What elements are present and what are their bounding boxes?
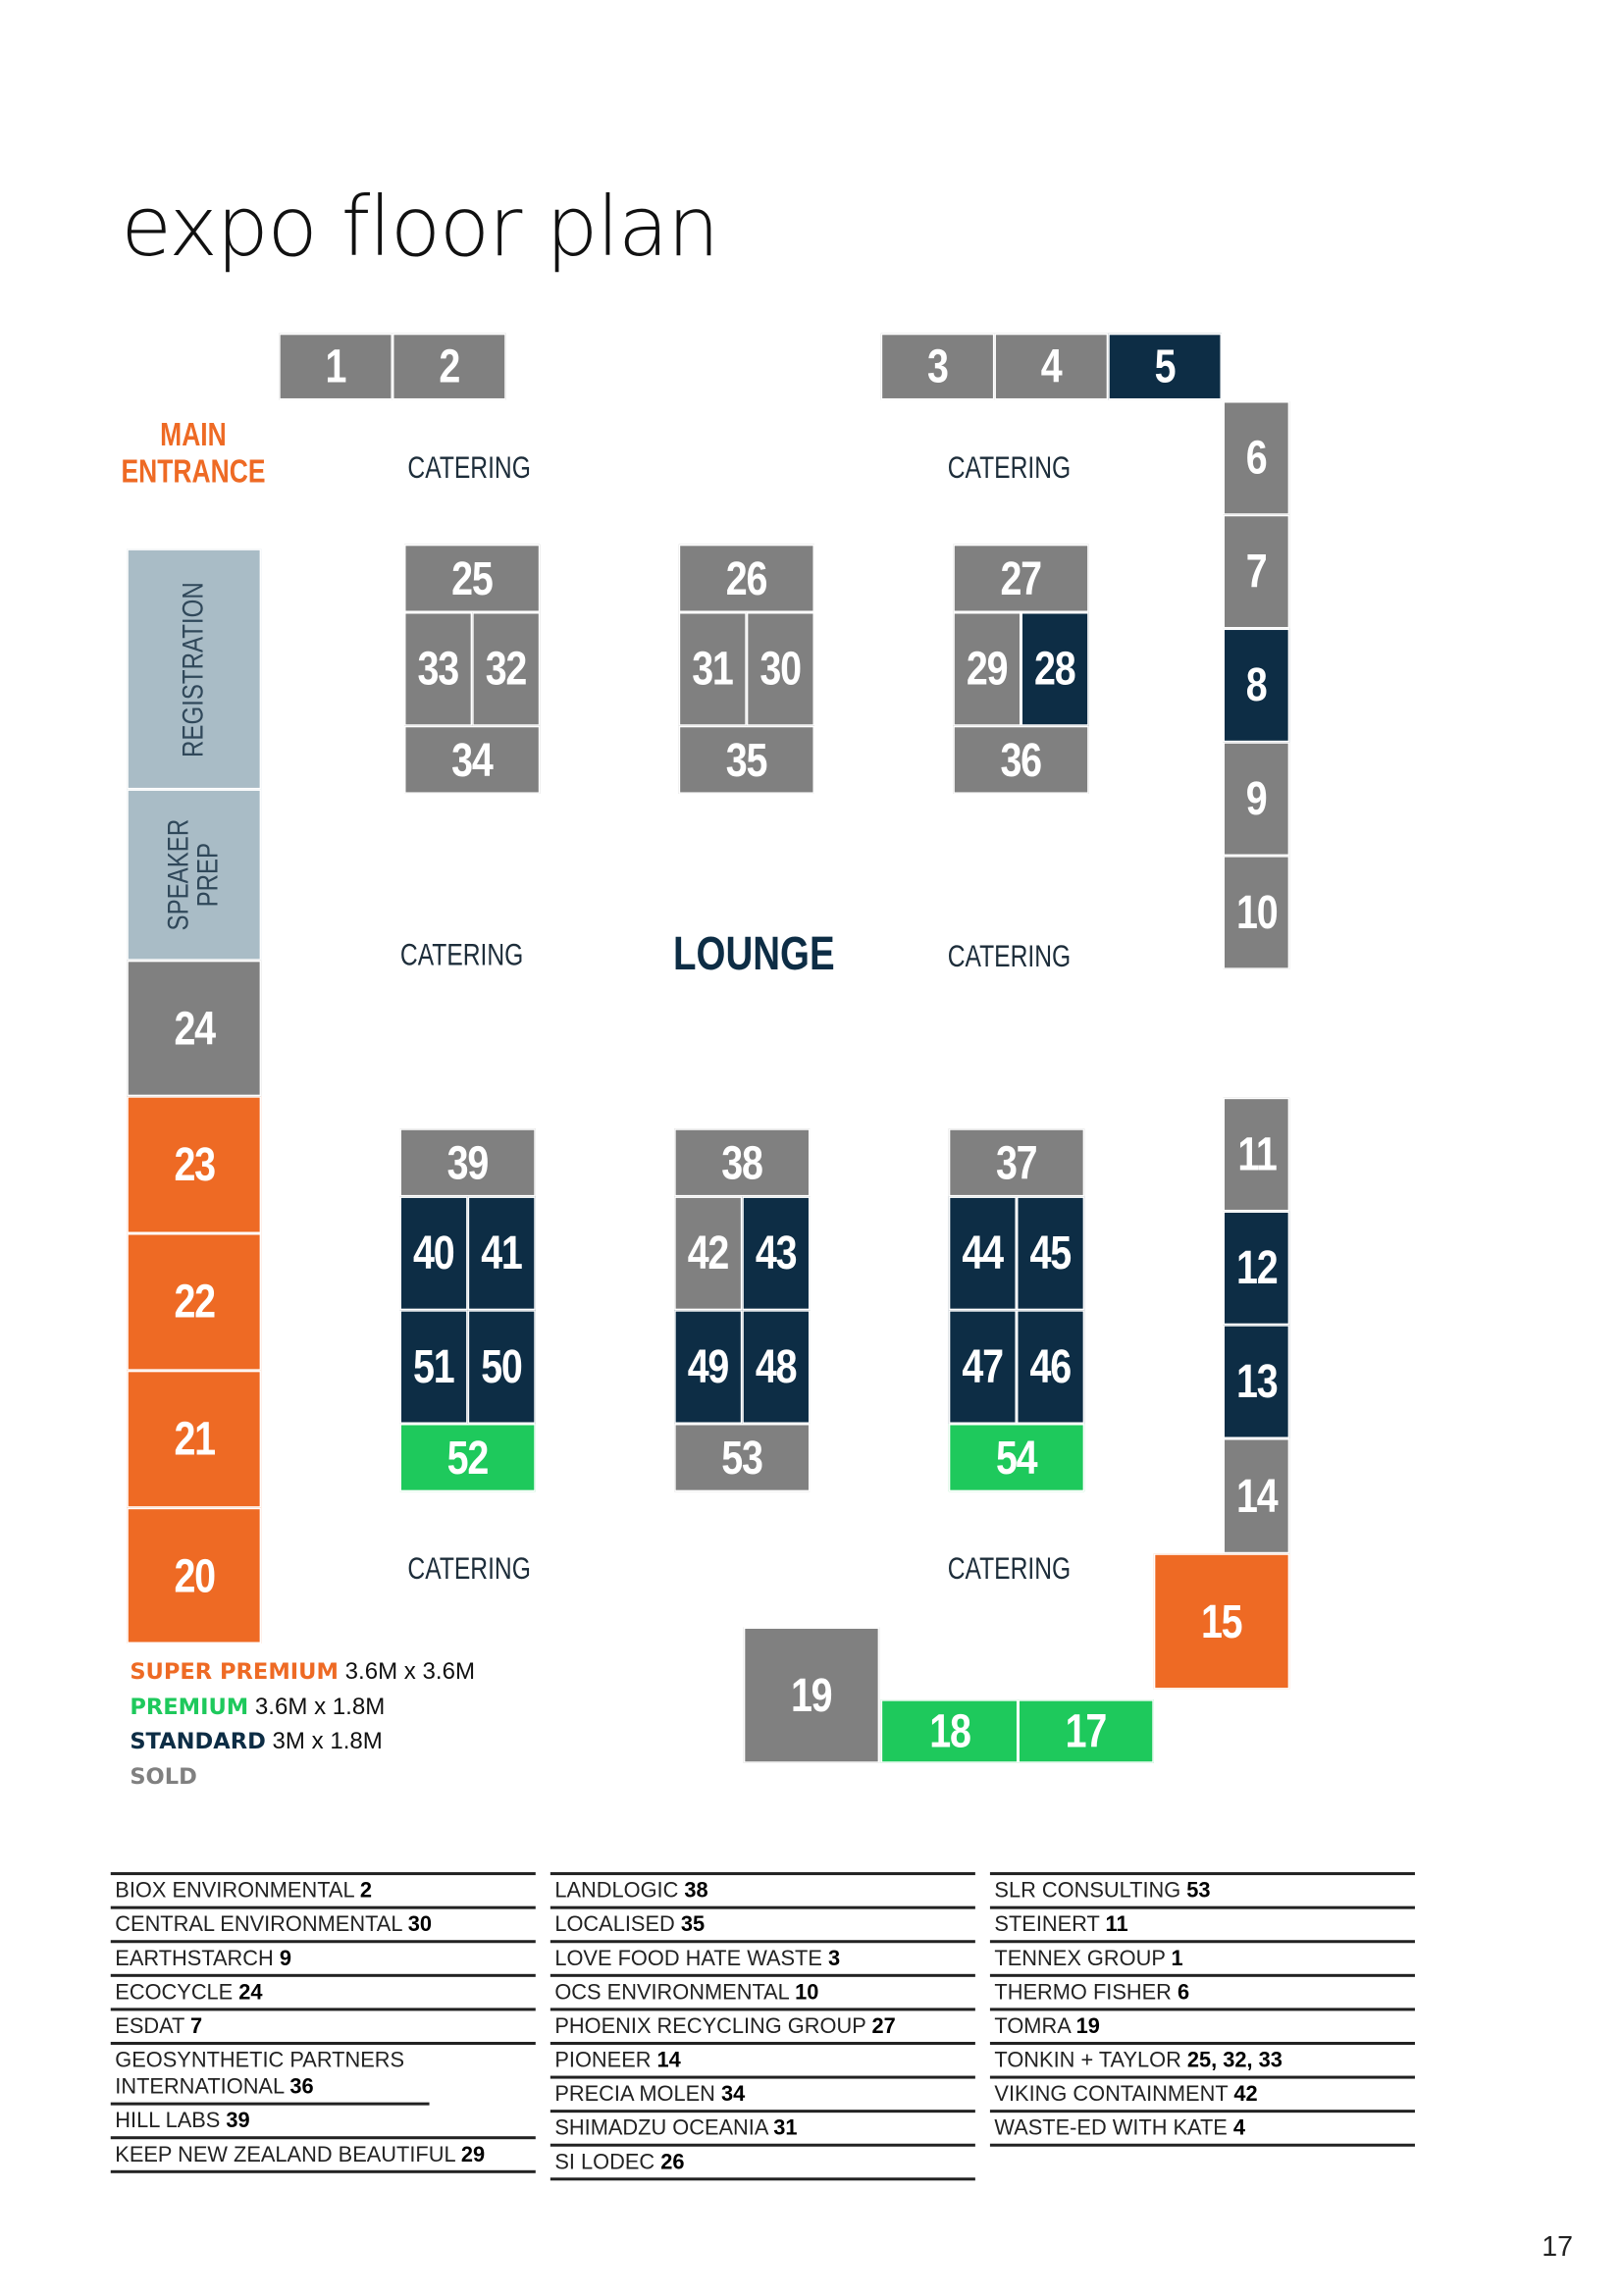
booth-47 <box>949 1310 1017 1424</box>
legend-name: PREMIUM <box>130 1693 249 1720</box>
booth-39 <box>399 1128 535 1196</box>
booth-53 <box>674 1424 810 1491</box>
booth-number: 46 <box>1029 1339 1072 1393</box>
booth-number: 21 <box>174 1411 215 1466</box>
booth-number: 10 <box>1235 885 1278 939</box>
booth-number: 27 <box>1000 550 1042 604</box>
booth-4 <box>994 334 1108 400</box>
booth-number: 9 <box>1245 771 1267 825</box>
exhibitor-name: LOCALISED <box>554 1913 675 1938</box>
exhibitor-booth: 42 <box>1233 2083 1258 2108</box>
exhibitor-booth: 39 <box>226 2110 250 2134</box>
booth-number: 20 <box>174 1548 215 1602</box>
booth-number: 26 <box>726 550 767 604</box>
booth-number: 17 <box>1065 1703 1107 1757</box>
exhibitor-row <box>990 2010 1415 2045</box>
exhibitor-booth: 9 <box>279 1947 292 1971</box>
booth-50 <box>468 1310 536 1424</box>
booth-number: 22 <box>174 1275 215 1329</box>
legend-item-standard <box>130 1725 475 1759</box>
exhibitor-row <box>550 1977 975 2011</box>
booth-43 <box>742 1196 810 1310</box>
booth-46 <box>1017 1310 1084 1424</box>
exhibitor-name: KEEP NEW ZEALAND BEAUTIFUL <box>115 2143 455 2167</box>
booth-number: 14 <box>1235 1468 1278 1522</box>
catering-label: CATERING <box>399 938 524 972</box>
page-title: expo floor plan <box>121 180 718 277</box>
exhibitor-name: LOVE FOOD HATE WASTE <box>554 1947 822 1971</box>
booth-number: 1 <box>325 339 346 392</box>
booth-23 <box>127 1096 261 1233</box>
main-entrance-line-2: ENTRANCE <box>121 452 266 491</box>
booth-number: 31 <box>692 642 733 696</box>
booth-26 <box>679 545 814 612</box>
exhibitor-booth: 14 <box>656 2049 681 2073</box>
exhibitor-name: SI LODEC <box>554 2151 655 2175</box>
exhibitor-row <box>550 1943 975 1977</box>
exhibitor-name: LANDLOGIC <box>554 1879 679 1904</box>
registration-area <box>127 548 261 789</box>
booth-number: 2 <box>439 339 460 392</box>
exhibitor-booth: 11 <box>1105 1913 1128 1938</box>
exhibitor-row <box>111 1977 536 2011</box>
exhibitor-row <box>990 2079 1415 2113</box>
booth-19 <box>744 1627 879 1762</box>
catering-label: CATERING <box>407 1551 531 1587</box>
exhibitor-row <box>990 1875 1415 1909</box>
booth-number: 24 <box>174 1001 215 1055</box>
booth-number: 32 <box>486 642 527 696</box>
exhibitor-column <box>990 1872 1415 2147</box>
exhibitor-row <box>111 2010 536 2045</box>
booth-number: 34 <box>451 732 493 786</box>
booth-number: 48 <box>756 1339 797 1393</box>
booth-number: 52 <box>446 1430 489 1484</box>
legend-name: SOLD <box>130 1762 197 1790</box>
exhibitor-name: STEINERT <box>994 1913 1100 1938</box>
exhibitor-booth: 26 <box>660 2151 685 2175</box>
booth-6 <box>1223 401 1289 515</box>
booth-1 <box>279 334 393 400</box>
catering-label: CATERING <box>947 939 1072 974</box>
booth-number: 6 <box>1245 431 1267 485</box>
exhibitor-row <box>550 2079 975 2113</box>
booth-number: 38 <box>721 1135 763 1189</box>
exhibitor-booth: 25, 32, 33 <box>1186 2049 1283 2073</box>
exhibitor-booth: 4 <box>1232 2116 1246 2141</box>
exhibitor-name: WASTE-ED WITH KATE <box>994 2116 1228 2141</box>
booth-5 <box>1108 334 1222 400</box>
legend-item-sold <box>130 1759 475 1794</box>
booth-number: 33 <box>417 642 459 696</box>
exhibitor-row <box>111 1875 536 1909</box>
exhibitor-name: TENNEX GROUP <box>994 1947 1166 1971</box>
catering-label: CATERING <box>947 451 1072 486</box>
exhibitor-row <box>990 2045 1415 2079</box>
booth-8 <box>1223 629 1289 743</box>
booth-number: 29 <box>967 642 1008 696</box>
exhibitor-booth: 6 <box>1177 1981 1190 2006</box>
booth-number: 45 <box>1029 1226 1072 1279</box>
exhibitor-row <box>111 2045 430 2106</box>
exhibitor-row <box>111 2139 536 2173</box>
booth-number: 30 <box>759 642 802 696</box>
exhibitor-row <box>990 2113 1415 2147</box>
booth-number: 15 <box>1201 1593 1242 1647</box>
booth-15 <box>1154 1553 1289 1689</box>
booth-51 <box>399 1310 467 1424</box>
exhibitor-name: VIKING CONTAINMENT <box>994 2083 1229 2108</box>
booth-36 <box>953 726 1088 794</box>
booth-9 <box>1223 742 1289 856</box>
exhibitor-name: ECOCYCLE <box>115 1981 234 2006</box>
exhibitor-row <box>111 1943 536 1977</box>
lounge-label: LOUNGE <box>673 926 835 980</box>
main-entrance-label <box>121 416 265 490</box>
booth-24 <box>127 961 261 1096</box>
booth-31 <box>679 612 747 726</box>
exhibitor-name: ESDAT <box>115 2014 184 2039</box>
booth-7 <box>1223 515 1289 629</box>
booth-37 <box>949 1128 1084 1196</box>
exhibitor-column <box>111 1872 536 2173</box>
booth-number: 19 <box>791 1667 832 1721</box>
exhibitor-name: PIONEER <box>554 2049 652 2073</box>
booth-number: 54 <box>996 1430 1037 1484</box>
exhibitor-booth: 3 <box>827 1947 841 1971</box>
speaker-prep-area <box>127 789 261 960</box>
booth-13 <box>1223 1325 1289 1438</box>
booth-10 <box>1223 856 1289 969</box>
page-number: 17 <box>1542 2231 1574 2264</box>
booth-number: 36 <box>1000 732 1042 786</box>
exhibitor-booth: 30 <box>407 1913 432 1938</box>
booth-number: 53 <box>721 1430 763 1484</box>
booth-35 <box>679 726 814 794</box>
booth-number: 4 <box>1040 339 1062 392</box>
booth-number: 13 <box>1235 1354 1278 1408</box>
booth-25 <box>404 545 540 612</box>
booth-number: 43 <box>756 1226 797 1279</box>
exhibitor-booth: 24 <box>238 1981 263 2006</box>
speaker-prep-line-2: PREP <box>192 842 226 908</box>
exhibitor-row <box>111 2106 536 2140</box>
exhibitor-booth: 7 <box>190 2014 203 2039</box>
exhibitor-booth: 2 <box>359 1879 373 1904</box>
booth-number: 44 <box>962 1226 1004 1279</box>
booth-number: 18 <box>928 1703 970 1757</box>
booth-number: 5 <box>1154 339 1176 392</box>
registration-label: REGISTRATION <box>178 581 211 757</box>
booth-11 <box>1223 1098 1289 1212</box>
booth-number: 51 <box>413 1339 454 1393</box>
exhibitor-column <box>550 1872 975 2180</box>
booth-number: 11 <box>1236 1126 1276 1180</box>
booth-30 <box>747 612 814 726</box>
exhibitor-name: PRECIA MOLEN <box>554 2083 715 2108</box>
legend-size: 3M x 1.8M <box>272 1729 383 1754</box>
catering-label: CATERING <box>407 451 531 486</box>
booth-22 <box>127 1233 261 1371</box>
exhibitor-booth: 1 <box>1171 1947 1183 1971</box>
booth-number: 40 <box>413 1226 454 1279</box>
booth-41 <box>468 1196 536 1310</box>
speaker-prep-line-1: SPEAKER <box>163 818 196 931</box>
exhibitor-row <box>550 1909 975 1944</box>
booth-number: 42 <box>688 1226 729 1279</box>
booth-number: 8 <box>1245 657 1267 711</box>
booth-number: 49 <box>688 1339 729 1393</box>
booth-18 <box>881 1699 1019 1763</box>
main-entrance-line-1: MAIN <box>160 416 227 453</box>
exhibitor-booth: 35 <box>680 1913 706 1938</box>
exhibitor-name: TOMRA <box>994 2014 1071 2039</box>
booth-28 <box>1021 612 1088 726</box>
legend-item-super <box>130 1655 475 1690</box>
booth-52 <box>399 1424 535 1491</box>
exhibitor-name: OCS ENVIRONMENTAL <box>554 1981 790 2006</box>
booth-number: 7 <box>1245 544 1267 598</box>
exhibitor-row <box>990 1943 1415 1977</box>
exhibitor-name: GEOSYNTHETIC PARTNERS INTERNATIONAL <box>115 2049 405 2100</box>
legend <box>130 1655 475 1794</box>
exhibitor-booth: 29 <box>460 2143 486 2167</box>
booth-33 <box>404 612 472 726</box>
exhibitor-row <box>111 1909 536 1944</box>
legend-name: STANDARD <box>130 1727 266 1754</box>
exhibitor-name: EARTHSTARCH <box>115 1947 274 1971</box>
booth-12 <box>1223 1211 1289 1325</box>
booth-38 <box>674 1128 810 1196</box>
booth-number: 25 <box>451 550 493 604</box>
exhibitor-name: BIOX ENVIRONMENTAL <box>115 1879 354 1904</box>
exhibitor-row <box>990 1977 1415 2011</box>
exhibitor-name: SHIMADZU OCEANIA <box>554 2116 768 2141</box>
exhibitor-booth: 27 <box>871 2014 896 2039</box>
booth-54 <box>949 1424 1084 1491</box>
booth-40 <box>399 1196 467 1310</box>
booth-3 <box>881 334 995 400</box>
booth-48 <box>742 1310 810 1424</box>
exhibitor-row <box>550 1875 975 1909</box>
exhibitor-name: HILL LABS <box>115 2110 221 2134</box>
booth-number: 37 <box>996 1135 1037 1189</box>
booth-number: 39 <box>446 1135 489 1189</box>
booth-number: 12 <box>1235 1240 1278 1294</box>
booth-44 <box>949 1196 1017 1310</box>
exhibitor-booth: 19 <box>1075 2014 1100 2039</box>
booth-number: 23 <box>174 1137 215 1191</box>
booth-14 <box>1223 1438 1289 1553</box>
exhibitor-row <box>550 2113 975 2147</box>
booth-42 <box>674 1196 742 1310</box>
booth-27 <box>953 545 1088 612</box>
exhibitor-row <box>550 2147 975 2181</box>
exhibitor-booth: 34 <box>720 2083 746 2108</box>
exhibitor-booth: 31 <box>773 2116 798 2141</box>
booth-number: 35 <box>726 732 767 786</box>
legend-name: SUPER PREMIUM <box>130 1658 339 1686</box>
exhibitor-name: CENTRAL ENVIRONMENTAL <box>115 1913 402 1938</box>
booth-number: 28 <box>1034 642 1075 696</box>
booth-17 <box>1018 1699 1153 1763</box>
exhibitor-name: PHOENIX RECYCLING GROUP <box>554 2014 866 2039</box>
exhibitor-row <box>550 2010 975 2045</box>
booth-34 <box>404 726 540 794</box>
catering-label: CATERING <box>947 1551 1072 1587</box>
booth-number: 3 <box>927 339 948 392</box>
booth-20 <box>127 1508 261 1644</box>
exhibitor-name: TONKIN + TAYLOR <box>994 2049 1181 2073</box>
legend-size: 3.6M x 3.6M <box>344 1659 475 1686</box>
exhibitor-booth: 38 <box>684 1879 708 1904</box>
exhibitor-row <box>550 2045 975 2079</box>
booth-49 <box>674 1310 742 1424</box>
exhibitor-row <box>990 1909 1415 1944</box>
booth-32 <box>472 612 540 726</box>
booth-number: 50 <box>481 1339 522 1393</box>
booth-45 <box>1017 1196 1084 1310</box>
exhibitor-booth: 10 <box>795 1981 819 2006</box>
booth-number: 41 <box>481 1226 522 1279</box>
booth-29 <box>953 612 1021 726</box>
exhibitor-booth: 36 <box>289 2075 314 2100</box>
legend-item-premium <box>130 1690 475 1724</box>
exhibitor-booth: 53 <box>1186 1879 1211 1904</box>
legend-size: 3.6M x 1.8M <box>254 1694 386 1720</box>
exhibitor-name: SLR CONSULTING <box>994 1879 1181 1904</box>
booth-2 <box>393 334 506 400</box>
booth-21 <box>127 1371 261 1508</box>
booth-number: 47 <box>962 1339 1004 1393</box>
exhibitor-name: THERMO FISHER <box>994 1981 1172 2006</box>
